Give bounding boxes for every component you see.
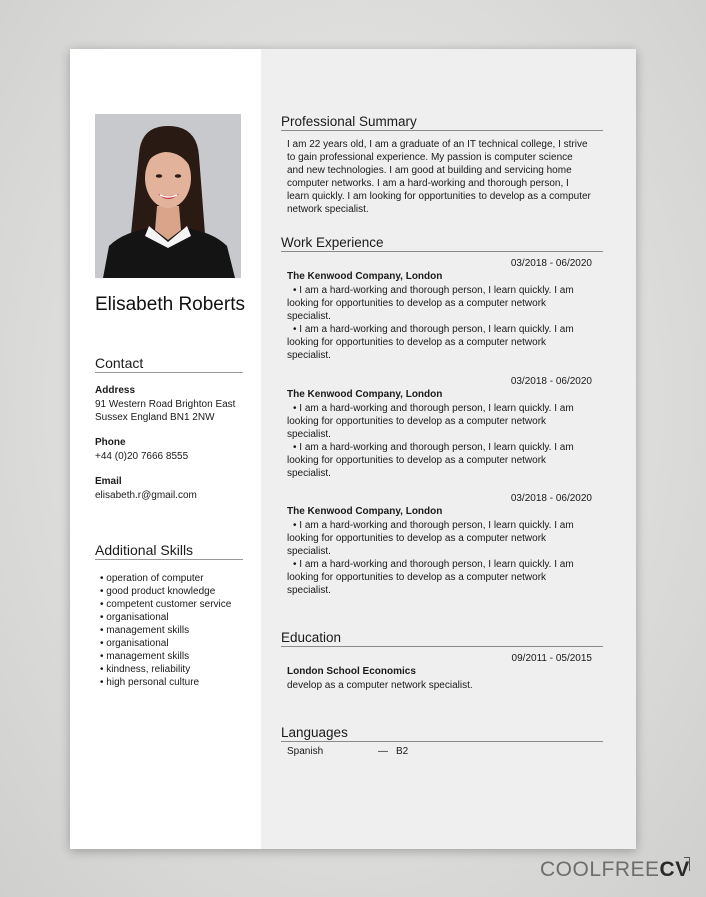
skill-item: • organisational (100, 637, 231, 650)
bullet-line: specialist. (287, 585, 331, 596)
bullet-line: • I am a hard-working and thorough person, I learn quickly. I am (293, 442, 574, 453)
phone-label: Phone (95, 437, 126, 448)
address-line: 91 Western Road Brighton East (95, 399, 236, 410)
language-name: Spanish (287, 746, 324, 757)
bullet-line: specialist. (287, 546, 331, 557)
job-bullet (287, 558, 592, 597)
address-value (95, 398, 255, 424)
bullet-line: • I am a hard-working and thorough person, I learn quickly. I am (293, 520, 574, 531)
bullet-line: specialist. (287, 429, 331, 440)
right-column (261, 49, 636, 849)
skills-list (100, 572, 231, 689)
bullet-line: • I am a hard-working and thorough person, I learn quickly. I am (293, 324, 574, 335)
bullet-line: looking for opportunities to develop as a computer network (287, 533, 547, 544)
skills-heading: Additional Skills (95, 542, 243, 560)
education-dates: 09/2011 - 05/2015 (511, 653, 592, 664)
brand-corner-icon (684, 857, 690, 871)
skill-item: • good product knowledge (100, 585, 231, 598)
bullet-line: specialist. (287, 311, 331, 322)
bullet-line: specialist. (287, 468, 331, 479)
brand-light: COOLFREE (540, 858, 660, 881)
portrait-image (95, 114, 241, 278)
bullet-line: looking for opportunities to develop as a computer network (287, 337, 547, 348)
bullet-line: • I am a hard-working and thorough person, I learn quickly. I am (293, 559, 574, 570)
job-dates: 03/2018 - 06/2020 (510, 258, 592, 269)
left-column (70, 49, 261, 849)
job-company: The Kenwood Company, London (287, 389, 443, 400)
phone-value: +44 (0)20 7666 8555 (95, 451, 189, 462)
education-description: develop as a computer network specialist. (287, 680, 473, 691)
bullet-line: looking for opportunities to develop as a computer network (287, 416, 547, 427)
skill-item: • kindness, reliability (100, 663, 231, 676)
job-bullet (287, 284, 592, 323)
language-separator: — (378, 746, 388, 757)
summary-line: and new technologies. I am good at building and servicing home (287, 165, 572, 176)
summary-line: computer networks. I am a hard-working and thorough person, I (287, 178, 569, 189)
bullet-line: • I am a hard-working and thorough person, I learn quickly. I am (293, 403, 574, 414)
summary-line: I am 22 years old, I am a graduate of an IT technical college, I strive (287, 139, 588, 150)
address-label: Address (95, 385, 136, 396)
skill-item: • high personal culture (100, 676, 231, 689)
job-bullet (287, 402, 592, 441)
brand-bold: CV (659, 858, 690, 881)
bullet-line: looking for opportunities to develop as a computer network (287, 572, 547, 583)
person-name: Elisabeth Roberts (95, 294, 245, 315)
skill-item: • management skills (100, 624, 231, 637)
summary-line: network specialist. (287, 204, 369, 215)
email-label: Email (95, 476, 122, 487)
resume-sheet (70, 49, 636, 849)
job-bullet (287, 323, 592, 362)
job-company: The Kenwood Company, London (287, 271, 443, 282)
bullet-line: looking for opportunities to develop as a computer network (287, 455, 547, 466)
languages-heading: Languages (281, 725, 603, 742)
job-dates: 03/2018 - 06/2020 (510, 493, 592, 504)
job-dates: 03/2018 - 06/2020 (510, 376, 592, 387)
summary-line: to gain professional experience. My passion is computer science (287, 152, 573, 163)
bullet-line: • I am a hard-working and thorough person, I learn quickly. I am (293, 285, 574, 296)
job-bullet (287, 441, 592, 480)
summary-line: learn quickly. I am looking for opportunities to develop as a computer (287, 191, 591, 202)
skill-item: • management skills (100, 650, 231, 663)
summary-heading: Professional Summary (281, 114, 603, 131)
bullet-line: looking for opportunities to develop as a computer network (287, 298, 547, 309)
skill-item: • competent customer service (100, 598, 231, 611)
job-company: The Kenwood Company, London (287, 506, 443, 517)
profile-photo (95, 114, 241, 278)
education-school: London School Economics (287, 666, 416, 677)
bullet-line: specialist. (287, 350, 331, 361)
job-bullet (287, 519, 592, 558)
contact-heading: Contact (95, 355, 243, 373)
email-value[interactable]: elisabeth.r@gmail.com (95, 490, 197, 501)
brand-logo (540, 858, 690, 882)
work-heading: Work Experience (281, 235, 603, 252)
skill-item: • organisational (100, 611, 231, 624)
language-level: B2 (396, 746, 409, 757)
address-line: Sussex England BN1 2NW (95, 412, 215, 423)
education-heading: Education (281, 630, 603, 647)
summary-text (287, 138, 603, 216)
skill-item: • operation of computer (100, 572, 231, 585)
